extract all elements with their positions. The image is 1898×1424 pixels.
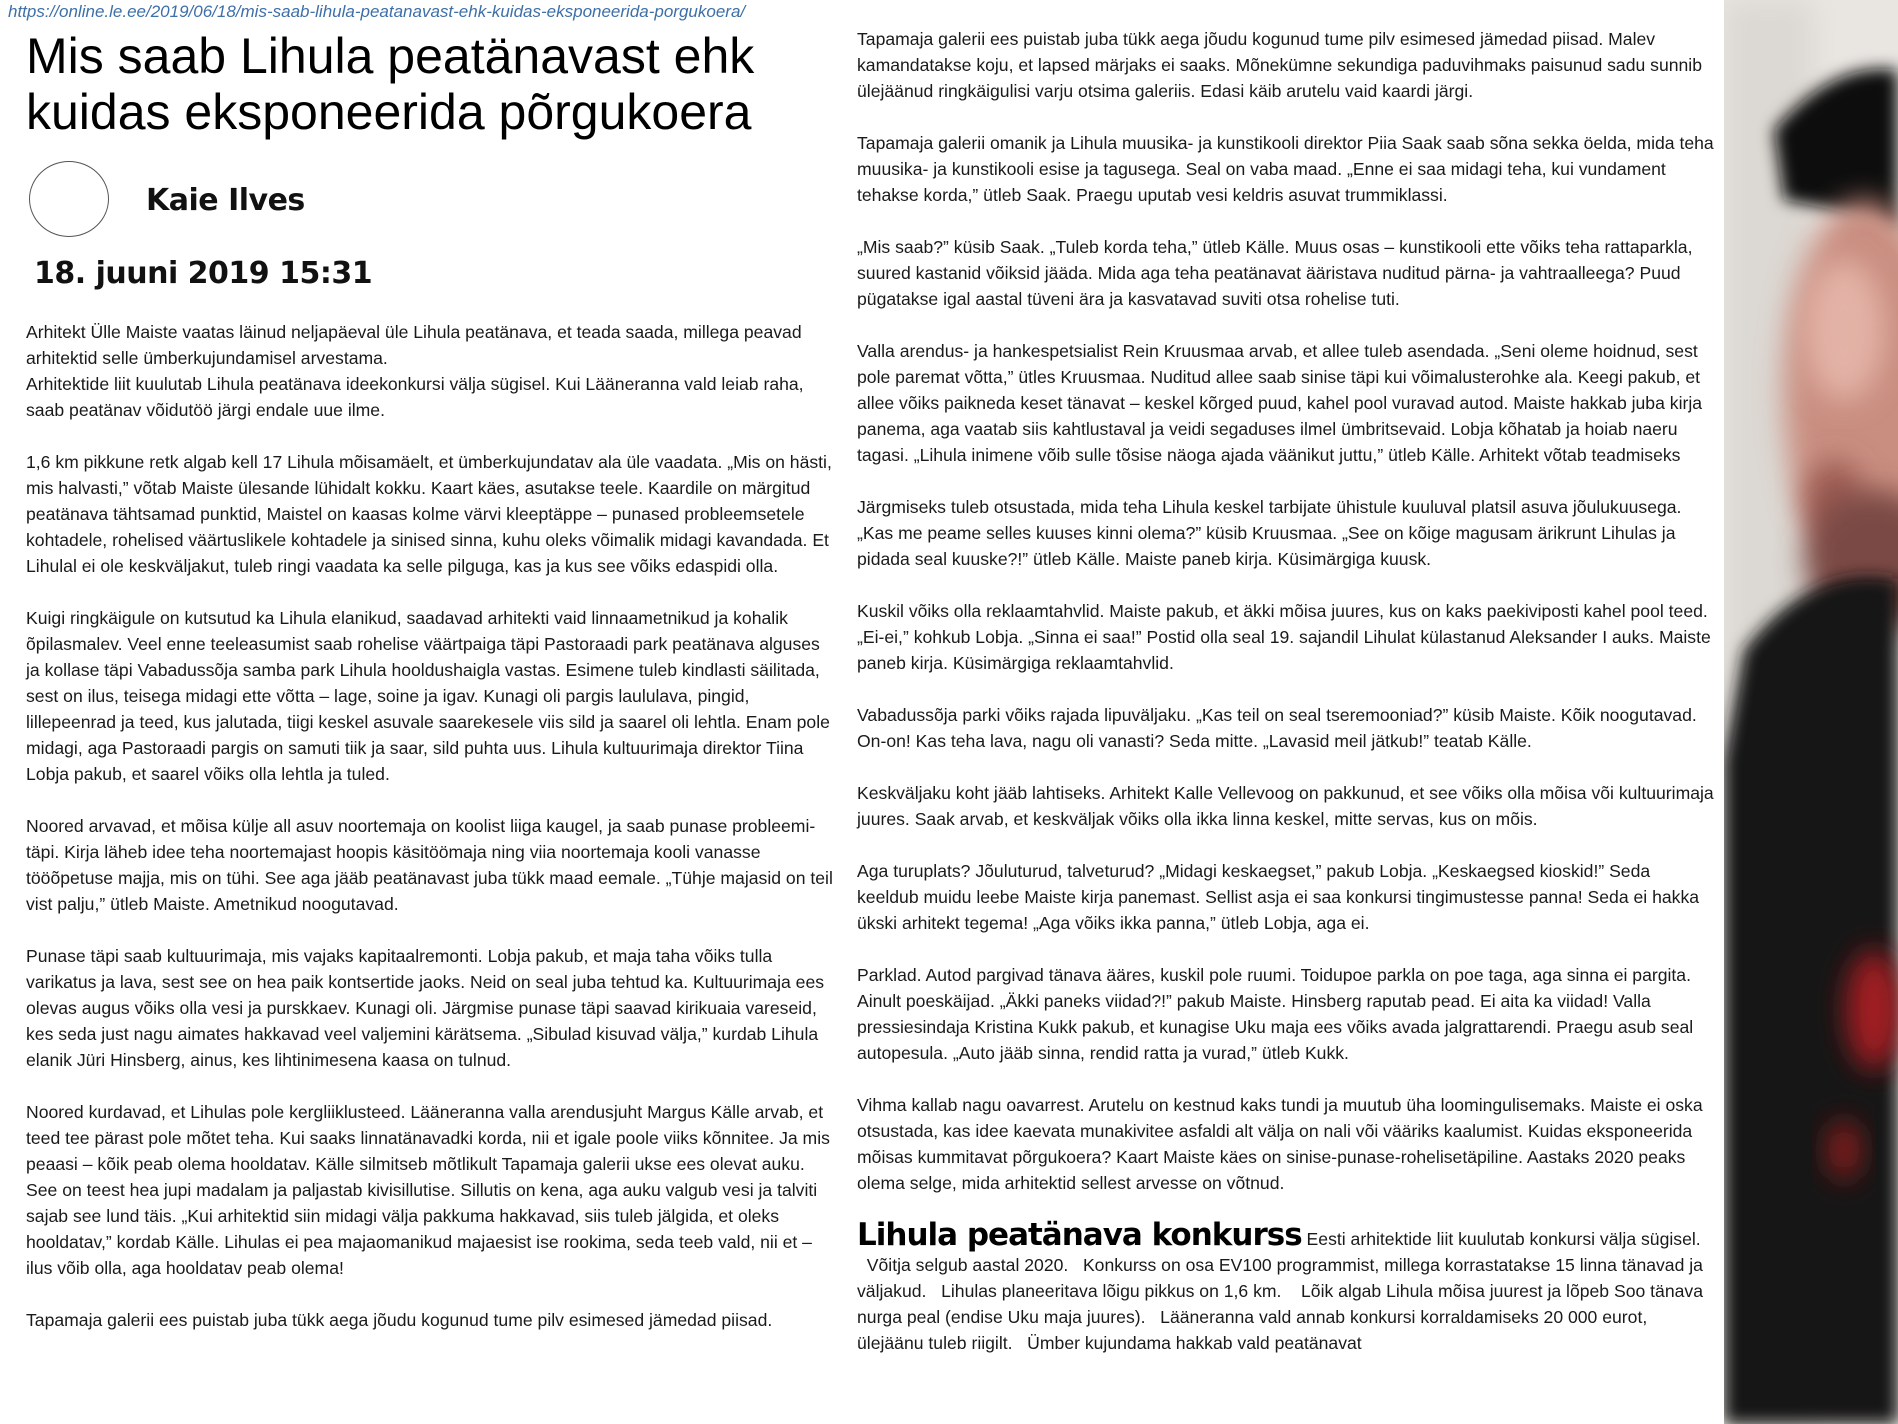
paragraph: Parklad. Autod pargivad tänava ääres, kuskil pole ruumi. Toidupoe parkla on poe taga, aga sinna ei pargita. Ainult poeskäijad. „Äkki paneks viidad?!” pakub Maiste. Hinsberg raputab pead. Ei aita ka viidad! Valla pressiesindaja Kristina Kukk pakub, et kunagise Uku maja ees võiks avada jalgrattarendi. Praegu asub seal autopesula. „Auto jääb sinna, rendid ratta ja vurad,” ütleb Kukk. (857, 965, 1694, 1063)
paragraph: 1,6 km pikkune retk algab kell 17 Lihula mõisamäelt, et ümberkujundatav ala üle vaadata. „Mis on hästi, mis halvasti,” võtab Maiste ülesande lühidalt kokku. Kaart käes, asutakse teele. Kaardile on märgitud peatänava tähtsamad punktid, Maistel on kaasas kolme värvi kleeptäppe – punased probleemsetele kohtadele, rohelised väärtuslikele kohtadele ja sinised sinna, kuhu oleks võimalik midagi kavandada. Et Lihulal ei ole keskväljakut, tuleb ringi vaadata ka selle pilguga, kas ja kus see võiks edaspidi olla. (26, 452, 832, 576)
paragraph: Keskväljaku koht jääb lahtiseks. Arhitekt Kalle Vellevoog on pakkunud, et see võiks olla mõisa või kultuurimaja juures. Saak arvab, et keskväljak võiks olla ikka linna keskel, mitte servas, kus on mõis. (857, 783, 1714, 829)
paragraph: Vabadussõja parki võiks rajada lipuväljaku. „Kas teil on seal tseremooniad?” küsib Maiste. Kõik noogutavad. On-on! Kas teha lava, nagu oli vanasti? Seda mitte. „Lavasid meil jätkub!” teatab Källe. (857, 705, 1697, 751)
paragraph: Tapamaja galerii omanik ja Lihula muusika- ja kunstikooli direktor Piia Saak saab sõna sekka öelda, mida teha muusika- ja kunstikooli esise ja tagusega. Seal on vaba maad. „Enne ei saa midagi teha, kui vundament tehakse korda,” ütleb Saak. Praegu uputab vesi keldris asuvat trummiklassi. (857, 133, 1714, 205)
factbox (857, 1217, 1715, 1356)
article-body-right (857, 26, 1715, 1356)
paragraph: Kuigi ringkäigule on kutsutud ka Lihula elanikud, saadavad arhitekti vaid linnaametnikud ja kohalik õpilasmalev. Veel enne teeleasumist saab rohelise väärtpaiga täpi Pastoraadi park peatänava alguses ja kollase täpi Vabadussõja samba park Lihula hooldushaigla vastas. Esimene tuleb kindlasti säilitada, sest on ilus, teisega midagi ette võtta – lage, soine ja igav. Kunagi oli pargis laululava, pingid, lillepeenrad ja teed, kus jalutada, tiigi keskel asuvale saarekesele viis sild ja saarel oli lehtla. Enam pole midagi, aga Pastoraadi pargis on samuti tiik ja saar, sild puhta uus. Lihula kultuurimaja direktor Tiina Lobja pakub, et saarel võiks olla lehtla ja tuled. (26, 608, 830, 784)
paragraph: Noored arvavad, et mõisa külje all asuv noortemaja on koolist liiga kaugel, ja saab punase probleemi-täpi. Kirja läheb idee teha noortemajast hoopis käsitöömaja ning viia noortemaja kooli vanasse tööõpetuse majja, mis on tühi. See aga jääb peatänavast juba tükk maad eemale. „Tühje majasid on teil vist palju,” ütleb Maiste. Ametnikud noogutavad. (26, 816, 833, 914)
paragraph: Arhitekt Ülle Maiste vaatas läinud neljapäeval üle Lihula peatänava, et teada saada, millega peavad arhitektid selle ümberkujundamisel arvestama. (26, 322, 802, 368)
article-photo (1724, 0, 1898, 1424)
paragraph: Arhitektide liit kuulutab Lihula peatänava ideekonkursi välja sügisel. Kui Lääneranna vald leiab raha, saab peatänav võidutöö järgi endale uue ilme. (26, 374, 804, 420)
source-url[interactable]: https://online.le.ee/2019/06/18/mis-saab-lihula-peatanavast-ehk-kuidas-eksponeerida-porgukoera/ (8, 2, 746, 21)
author-avatar (29, 161, 109, 237)
paragraph: Tapamaja galerii ees puistab juba tükk aega jõudu kogunud tume pilv esimesed jämedad piisad. (26, 1310, 773, 1330)
photo-person-image (1724, 0, 1898, 1424)
factbox-title: Lihula peatänava konkurss (857, 1217, 1302, 1253)
paragraph: Valla arendus- ja hankespetsialist Rein Kruusmaa arvab, et allee tuleb asendada. „Seni oleme hoidnud, sest pole paremat võtta,” ütles Kruusmaa. Nuditud allee saab sinise täpi kui võimalusterohke ala. Keegi pakub, et allee võiks paikneda keset tänavat – keskel kõrged puud, kahel pool vuravad autod. Maiste hakkab juba kirja panema, aga vaatab siis kahtlustaval ja veidi segaduses ilmel ümbritsevaid. Lobja kõhatab ja hoiab naeru tagasi. „Lihula inimene võib sulle tõsise näoga ajada väänikut juttu,” ütleb Källe. Arhitekt võtab teadmiseks (857, 341, 1703, 465)
paragraph: Järgmiseks tuleb otsustada, mida teha Lihula keskel tarbijate ühistule kuuluval platsil asuva jõulukuusega. „Kas me peame selles kuuses kinni olema?” küsib Kruusmaa. „See on kõige magusam ärikrunt Lihulas ja pidada seal kuuske?!” ütleb Källe. Maiste paneb kirja. Küsimärgiga kuusk. (857, 497, 1682, 569)
paragraph: Aga turuplats? Jõuluturud, talveturud? „Midagi keskaegset,” pakub Lobja. „Keskaegsed kioskid!” Seda keeldub muidu leebe Maiste kirja panemast. Sellist asja ei saa konkursi tingimustesse panna! Seda ei hakka ükski arhitekt tegema! „Aga võiks ikka panna,” ütleb Lobja, aga ei. (857, 861, 1700, 933)
paragraph: Punase täpi saab kultuurimaja, mis vajaks kapitaalremonti. Lobja pakub, et maja taha võiks tulla varikatus ja lava, sest see on hea paik kontsertide jaoks. Neid on seal juba tehtud ka. Kultuurimaja ees olevas augus võiks olla vesi ja purskkaev. Kunagi oli. Järgmise punase täpi saavad kirikuaia vareseid, kes seda just nagu aimates hakkavad veel valjemini kärätsema. „Sibulad kisuvad välja,” kurdab Lihula elanik Jüri Hinsberg, ainus, kes lihtinimesena kaasa on tulnud. (26, 946, 825, 1070)
factbox-text: Eesti arhitektide liit kuulutab konkursi välja sügisel. Võitja selgub aastal 2020. Konkurss on osa EV100 programmist, millega korrastatakse 15 linna tänavad ja väljakud. Lihulas planeeritava lõigu pikkus on 1,6 km. Lõik algab Lihula mõisa juurest ja lõpeb Soo tänava nurga peal (endise Uku maja juures). Lääneranna vald annab konkursi korraldamiseks 20 000 eurot, ülejäänu tuleb riigilt. Ümber kujundama hakkab vald peatänavat (857, 1229, 1703, 1353)
paragraph: „Mis saab?” küsib Saak. „Tuleb korda teha,” ütleb Källe. Muus osas – kunstikooli ette võiks teha rattaparkla, suured kastanid võiksid jääda. Mida aga teha peatänavat ääristava nuditud pärna- ja vahtraalleega? Puud pügatakse igal aastal tüveni ära ja kasvatavad suviti otsa rohelise tuti. (857, 237, 1693, 309)
article-title: Mis saab Lihula peatänavast ehk kuidas eksponeerida põrgukoera (26, 28, 755, 140)
publish-date: 18. juuni 2019 15:31 (34, 256, 373, 291)
author-name: Kaie Ilves (146, 183, 305, 218)
paragraph: Tapamaja galerii ees puistab juba tükk aega jõudu kogunud tume pilv esimesed jämedad piisad. Malev kamandatakse koju, et lapsed märjaks ei saaks. Mõnekümne sekundiga paduvihmaks paisunud sadu sunnib ülejäänud ringkäigulisi varju otsima galeriis. Edasi käib arutelu vaid kaardi järgi. (857, 29, 1702, 101)
paragraph: Noored kurdavad, et Lihulas pole kergliiklusteed. Lääneranna valla arendusjuht Margus Källe arvab, et teed tee pärast pole mõtet teha. Kui saaks linnatänavadki korda, nii et igale poole viiks kõnnitee. Ja mis peaasi – kõik peab olema hooldatav. Källe silmitseb mõtlikult Tapamaja galerii ukse ees olevat auku. See on teest hea jupi madalam ja paljastab kivisillutise. Sillutis on kena, aga auku valgub vesi ja talviti sajab see lund täis. „Kui arhitektid siin midagi välja pakkuma hakkavad, siis tuleb jälgida, et oleks hooldatav,” kordab Källe. Lihulas ei pea majaomanikud majaesist ise rookima, seda teeb vald, nii et – ilus võib olla, aga hooldatav peab olema! (26, 1102, 830, 1278)
article-body-left (26, 319, 838, 1359)
paragraph: Kuskil võiks olla reklaamtahvlid. Maiste pakub, et äkki mõisa juures, kus on kaks paekiviposti kahel pool teed. „Ei-ei,” kohkub Lobja. „Sinna ei saa!” Postid olla seal 19. sajandil Lihulat külastanud Aleksander I auks. Maiste paneb kirja. Küsimärgiga reklaamtahvlid. (857, 601, 1711, 673)
paragraph: Vihma kallab nagu oavarrest. Arutelu on kestnud kaks tundi ja muutub üha loomingulisemaks. Maiste ei oska otsustada, kas idee kaevata munakivitee asfaldi alt välja on nali või vääriks kaalumist. Kuidas eksponeerida mõisas kummitavat põrgukoera? Kaart Maiste käes on sinise-punase-rohelisetäpiline. Aastaks 2020 peaks olema selge, mida arhitektid sellest arvesse on võtnud. (857, 1095, 1703, 1193)
